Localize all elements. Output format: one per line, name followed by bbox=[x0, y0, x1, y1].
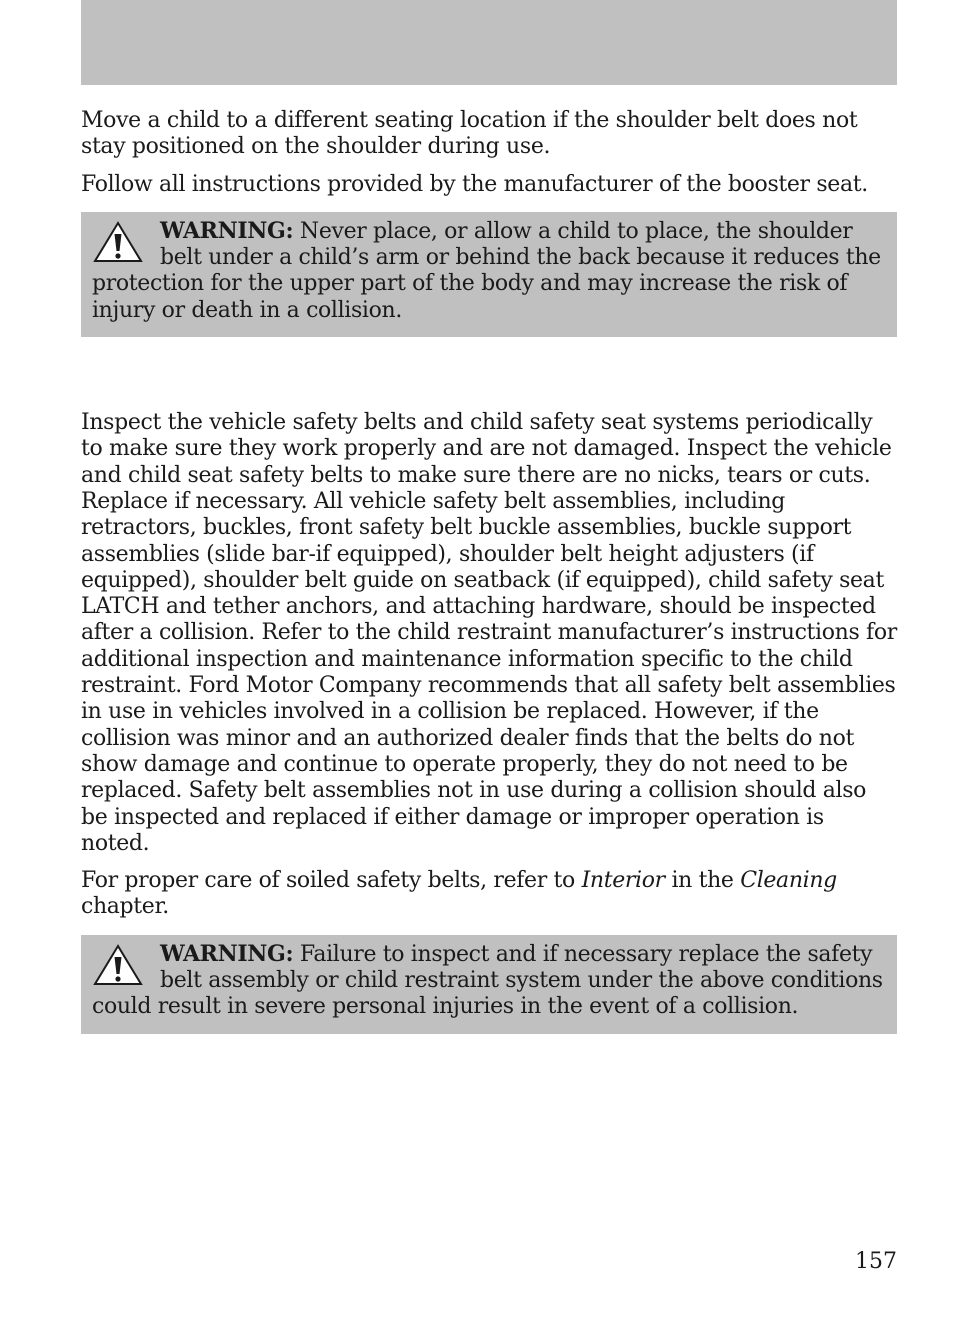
care-prefix: For proper care of soiled safety belts, refer to bbox=[81, 868, 582, 894]
warning-triangle-icon bbox=[92, 943, 144, 987]
warning-label: WARNING: bbox=[160, 940, 294, 967]
warning-box-shoulder-belt bbox=[81, 212, 897, 337]
paragraph-follow-instructions: Follow all instructions provided by the manufacturer of the booster seat. bbox=[81, 171, 868, 197]
warning-text bbox=[92, 941, 887, 1021]
care-cleaning-ref: Cleaning bbox=[740, 868, 837, 894]
warning-label: WARNING: bbox=[160, 217, 294, 244]
warning-body: Failure to inspect and if necessary replace the safety belt assembly or child restraint system under the above conditions could result in severe personal injuries in the event of a collision. bbox=[92, 941, 883, 1020]
care-middle: in the bbox=[664, 868, 741, 894]
header-bar bbox=[81, 0, 897, 85]
paragraph-care bbox=[81, 868, 897, 921]
care-interior-ref: Interior bbox=[581, 868, 665, 894]
warning-text bbox=[92, 218, 887, 324]
section-gap bbox=[81, 337, 897, 410]
warning-body: Never place, or allow a child to place, the shoulder belt under a child’s arm or behind the back because it reduces the protection for the upper part of the body and may increase the risk of injury or death in a collision. bbox=[92, 218, 881, 323]
care-suffix: chapter. bbox=[81, 894, 169, 920]
page-number: 157 bbox=[855, 1249, 897, 1274]
warning-box-inspection bbox=[81, 935, 897, 1034]
paragraph-inspect: Inspect the vehicle safety belts and child safety seat systems periodically to make sure they work properly and are not damaged. Inspect the vehicle and child seat safety belts to make sure there are no nicks, tears or cuts. Replace if necessary. All vehicle safety belt assemblies, including retractors, buckles, front safety belt buckle assemblies, buckle support assemblies (slide bar-if equipped), shoulder belt height adjusters (if equipped), shoulder belt guide on seatback (if equipped), child safety seat LATCH and tether anchors, and attaching hardware, should be inspected after a collision. Refer to the child restraint manufacturer’s instructions for additional inspection and maintenance information specific to the child restraint. Ford Motor Company recommends that all safety belt assemblies in use in vehicles involved in a collision be replaced. However, if the collision was minor and an authorized dealer finds that the belts do not show damage and continue to operate properly, they do not need to be replaced. Safety belt assemblies not in use during a collision should also be inspected and replaced if either damage or improper operation is noted. bbox=[81, 410, 897, 856]
page-content bbox=[81, 108, 897, 1034]
paragraph-move-child: Move a child to a different seating location if the shoulder belt does not stay positioned on the shoulder during use. bbox=[81, 108, 858, 160]
warning-triangle-icon bbox=[92, 220, 144, 264]
